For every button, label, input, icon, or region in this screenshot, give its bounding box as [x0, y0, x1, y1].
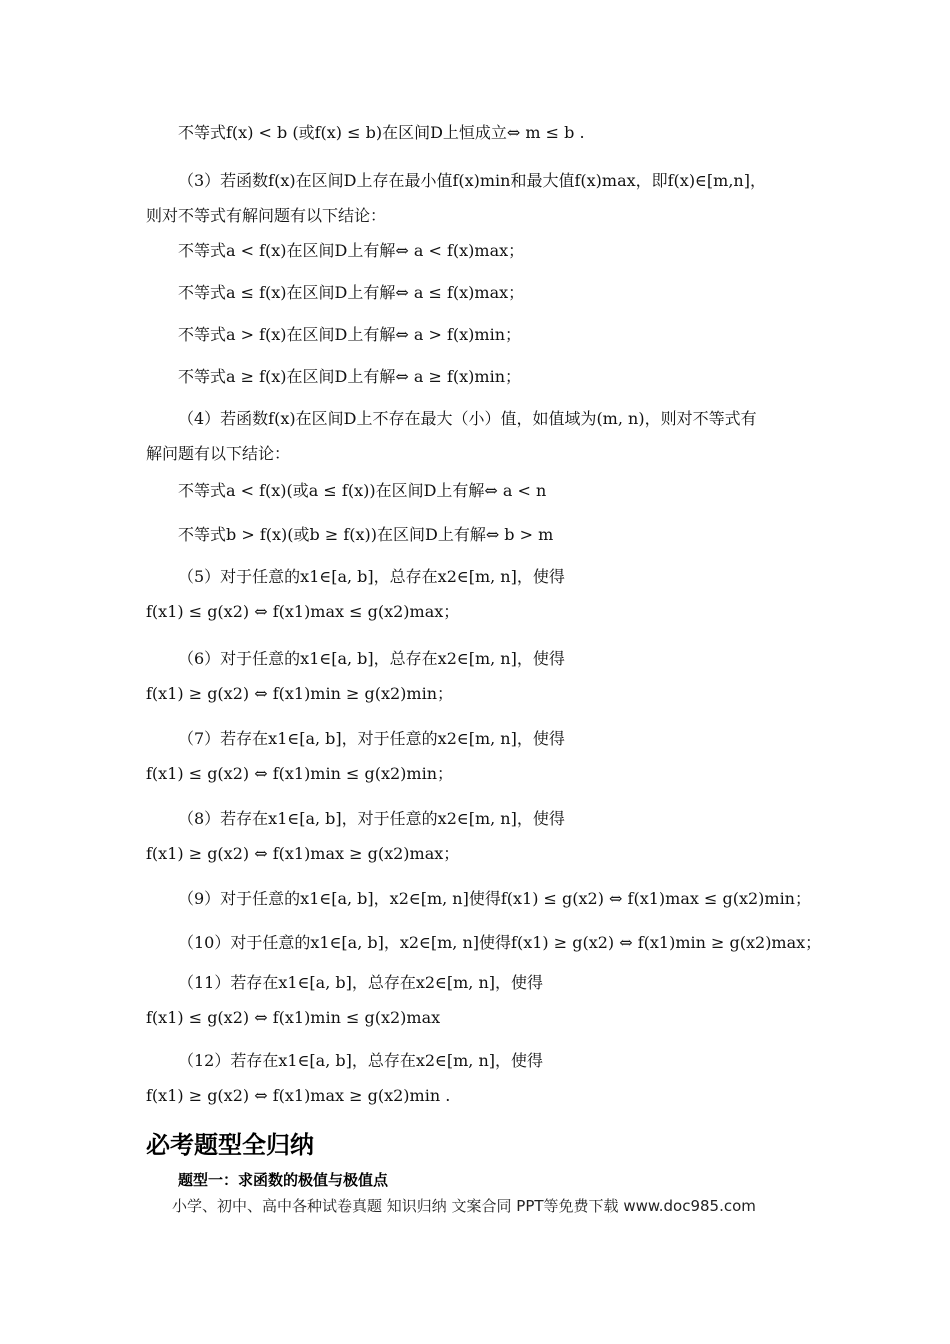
- text-line: （9）对于任意的x1∈[a, b]，x2∈[m, n]使得f(x1) ≤ g(x2) ⇔ f(x1)max ≤ g(x2)min；: [178, 889, 811, 908]
- text-line: 不等式b > f(x)(或b ≥ f(x))在区间D上有解⇔ b > m: [178, 525, 554, 544]
- section-heading: 必考题型全归纳: [146, 1131, 314, 1159]
- text-line: 不等式a ≥ f(x)在区间D上有解⇔ a ≥ f(x)min；: [178, 367, 522, 386]
- question-type-heading: 题型一：求函数的极值与极值点: [178, 1171, 389, 1189]
- text-line: （3）若函数f(x)在区间D上存在最小值f(x)min和最大值f(x)max，即f(x)∈[m,n]，: [178, 171, 766, 190]
- text-line: （7）若存在x1∈[a, b]，对于任意的x2∈[m, n]，使得: [178, 729, 565, 748]
- text-line: （5）对于任意的x1∈[a, b]，总存在x2∈[m, n]，使得: [178, 567, 565, 586]
- text-line: 不等式a < f(x)(或a ≤ f(x))在区间D上有解⇔ a < n: [178, 481, 547, 500]
- text-line: f(x1) ≤ g(x2) ⇔ f(x1)min ≤ g(x2)min；: [146, 764, 454, 783]
- text-line: 则对不等式有解问题有以下结论：: [146, 206, 387, 225]
- text-line: f(x1) ≤ g(x2) ⇔ f(x1)max ≤ g(x2)max；: [146, 602, 460, 621]
- text-line: 不等式a > f(x)在区间D上有解⇔ a > f(x)min；: [178, 325, 522, 344]
- text-line: （8）若存在x1∈[a, b]，对于任意的x2∈[m, n]，使得: [178, 809, 565, 828]
- text-line: f(x1) ≤ g(x2) ⇔ f(x1)min ≤ g(x2)max: [146, 1008, 441, 1027]
- text-line: 不等式f(x) < b (或f(x) ≤ b)在区间D上恒成立⇔ m ≤ b .: [178, 123, 585, 142]
- text-line: f(x1) ≥ g(x2) ⇔ f(x1)min ≥ g(x2)min；: [146, 684, 454, 703]
- text-line: f(x1) ≥ g(x2) ⇔ f(x1)max ≥ g(x2)min .: [146, 1086, 451, 1105]
- text-line: （10）对于任意的x1∈[a, b]，x2∈[m, n]使得f(x1) ≥ g(x2) ⇔ f(x1)min ≥ g(x2)max；: [178, 933, 822, 952]
- footer-watermark: 小学、初中、高中各种试卷真题 知识归纳 文案合同 PPT等免费下载 www.doc985.com: [172, 1197, 756, 1215]
- text-line: f(x1) ≥ g(x2) ⇔ f(x1)max ≥ g(x2)max；: [146, 844, 460, 863]
- text-line: （6）对于任意的x1∈[a, b]，总存在x2∈[m, n]，使得: [178, 649, 565, 668]
- text-line: 不等式a < f(x)在区间D上有解⇔ a < f(x)max；: [178, 241, 525, 260]
- text-line: （11）若存在x1∈[a, b]，总存在x2∈[m, n]，使得: [178, 973, 544, 992]
- text-line: （4）若函数f(x)在区间D上不存在最大（小）值，如值域为(m, n)，则对不等式有: [178, 409, 757, 428]
- text-line: 不等式a ≤ f(x)在区间D上有解⇔ a ≤ f(x)max；: [178, 283, 525, 302]
- text-line: （12）若存在x1∈[a, b]，总存在x2∈[m, n]，使得: [178, 1051, 544, 1070]
- text-line: 解问题有以下结论：: [146, 444, 291, 463]
